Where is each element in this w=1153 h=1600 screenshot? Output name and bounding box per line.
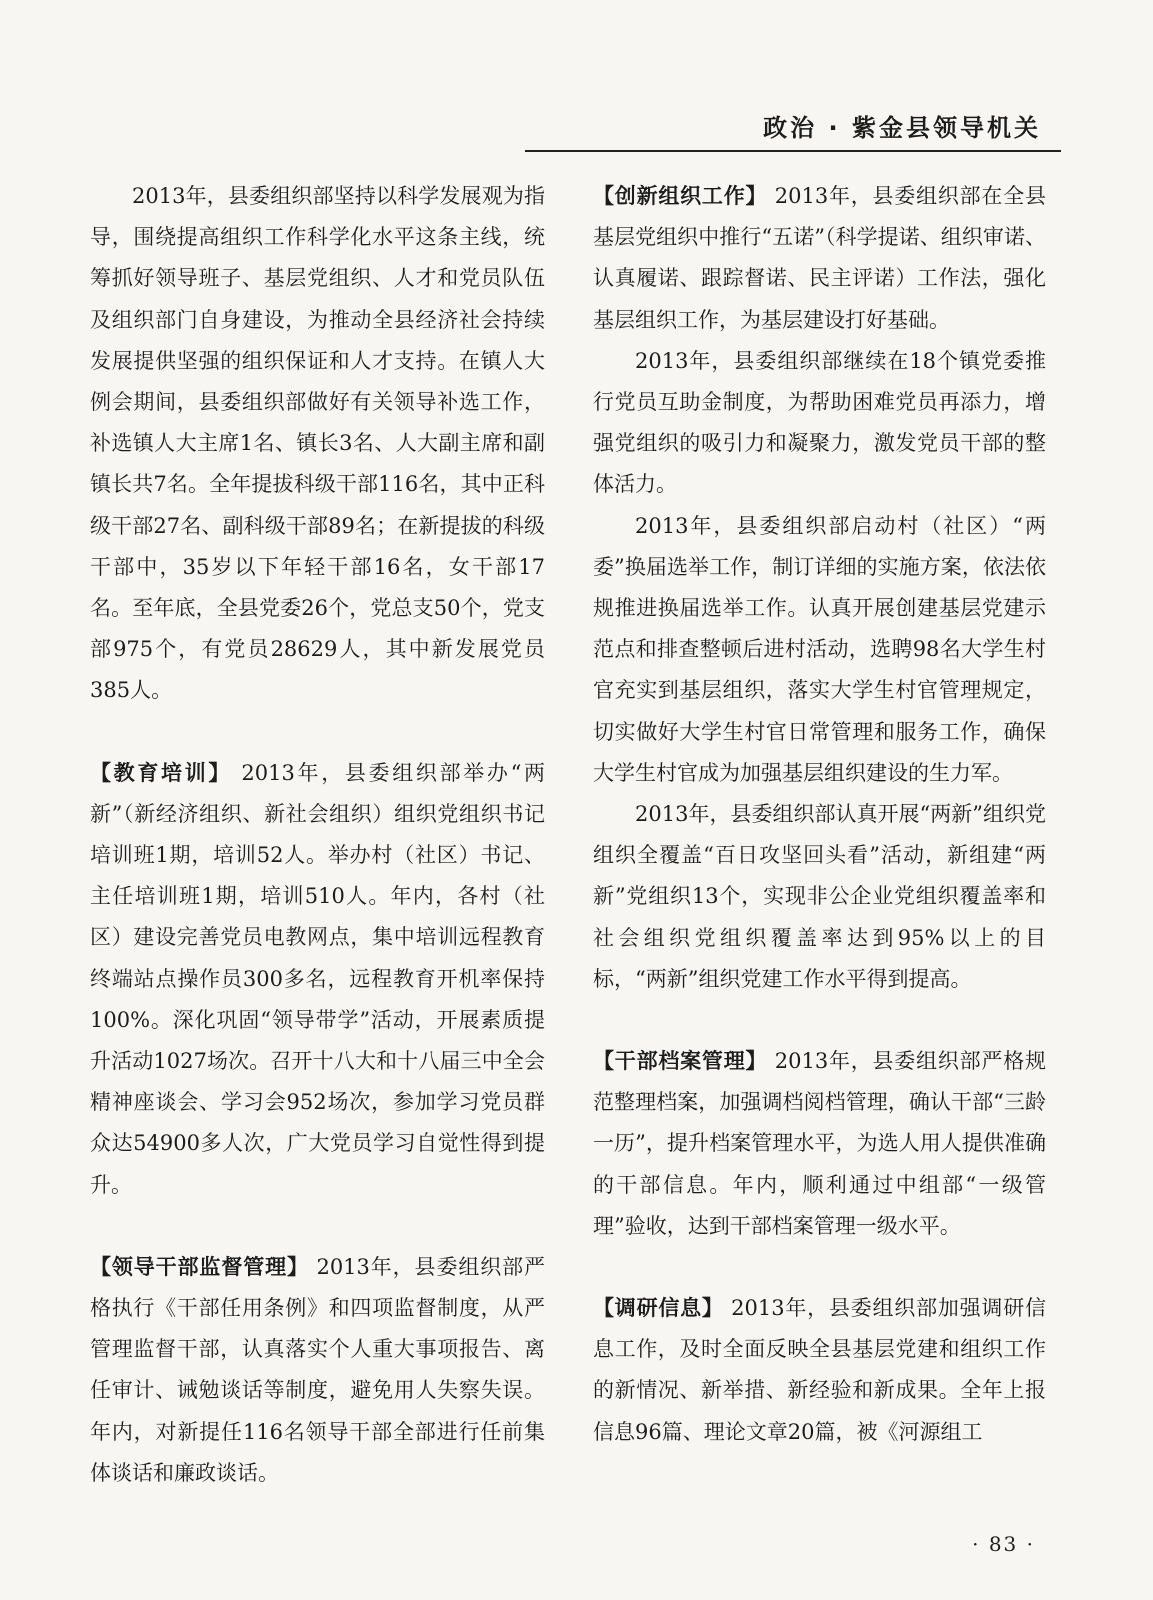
section-heading: 【干部档案管理】 xyxy=(593,1049,768,1074)
section-heading: 【创新组织工作】 xyxy=(593,184,768,208)
section-innovation-organization xyxy=(593,176,1046,341)
section-text: 2013年，县委组织部举办“两新”（新经济组织、新社会组织）组织党组织书记培训班1期，培训52人。举办村（社区）书记、主任培训班1期，培训510人。年内，各村（社区）建设完善党员电教网点，集中培训远程教育终端站点操作员300多名，远程教育开机率保持100%。深化巩固“领导带学”活动，开展素质提升活动1027场次。召开十八大和十八届三中全会精神座谈会、学习会952场次，参加学习党员群众达54900多人次，广大党员学习自觉性得到提升。 xyxy=(90,760,545,1197)
running-head: 政治 · 紫金县领导机关 xyxy=(763,114,1041,142)
section-text: 2013年，县委组织部加强调研信息工作，及时全面反映全县基层党建和组织工作的新情况、新举措、新经验和新成果。全年上报信息96篇、理论文章20篇，被《河源组工 xyxy=(593,1296,1046,1444)
section-cadre-archives xyxy=(593,1041,1046,1247)
section-heading: 【调研信息】 xyxy=(593,1296,724,1321)
section-heading: 【领导干部监督管理】 xyxy=(90,1254,309,1279)
section-research-info xyxy=(593,1288,1046,1453)
section-heading: 【教育培训】 xyxy=(90,760,233,785)
header-rule xyxy=(525,150,1061,152)
paragraph: 2013年，县委组织部启动村（社区）“两委”换届选举工作，制订详细的实施方案，依法依规推进换届选举工作。认真开展创建基层党建示范点和排查整顿后进村活动，选聘98名大学生村官充实到基层组织，落实大学生村官管理规定，切实做好大学生村官日常管理和服务工作，确保大学生村官成为加强基层组织建设的生力军。 xyxy=(593,513,1046,785)
section-text: 2013年，县委组织部严格执行《干部任用条例》和四项监督制度，从严管理监督干部，认真落实个人重大事项报告、离任审计、诫勉谈话等制度，避免用人失察失误。年内，对新提任116名领导干部全部进行任前集体谈话和廉政谈话。 xyxy=(90,1254,545,1485)
left-column xyxy=(90,176,545,1494)
section-text: 2013年，县委组织部在全县基层党组织中推行“五诺”（科学提诺、组织审诺、认真履诺、跟踪督诺、民主评诺）工作法，强化基层组织工作，为基层建设打好基础。 xyxy=(593,184,1046,332)
section-cadre-supervision xyxy=(90,1247,545,1494)
right-column xyxy=(593,176,1046,1453)
paragraph: 2013年，县委组织部认真开展“两新”组织党组织全覆盖“百日攻坚回头看”活动，新组建“两新”党组织13个，实现非公企业党组织覆盖率和社会组织党组织覆盖率达到95%以上的目标，“两新”组织党建工作水平得到提高。 xyxy=(593,802,1046,991)
intro-paragraph: 2013年，县委组织部坚持以科学发展观为指导，围绕提高组织工作科学化水平这条主线，统筹抓好领导班子、基层党组织、人才和党员队伍及组织部门自身建设，为推动全县经济社会持续发展提供坚强的组织保证和人才支持。在镇人大例会期间，县委组织部做好有关领导补选工作，补选镇人大主席1名、镇长3名、人大副主席和副镇长共7名。全年提拔科级干部116名，其中正科级干部27名、副科级干部89名；在新提拔的科级干部中，35岁以下年轻干部16名，女干部17名。至年底，全县党委26个，党总支50个，党支部975个，有党员28629人，其中新发展党员385人。 xyxy=(90,184,545,703)
section-text: 2013年，县委组织部严格规范整理档案，加强调档阅档管理，确认干部“三龄一历”，提升档案管理水平，为选人用人提供准确的干部信息。年内，顺利通过中组部“一级管理”验收，达到干部档案管理一级水平。 xyxy=(593,1049,1046,1238)
section-education-training xyxy=(90,753,545,1206)
page-number: · 83 · xyxy=(972,1532,1035,1556)
paragraph: 2013年，县委组织部继续在18个镇党委推行党员互助金制度，为帮助困难党员再添力，增强党组织的吸引力和凝聚力，激发党员干部的整体活力。 xyxy=(593,348,1046,497)
